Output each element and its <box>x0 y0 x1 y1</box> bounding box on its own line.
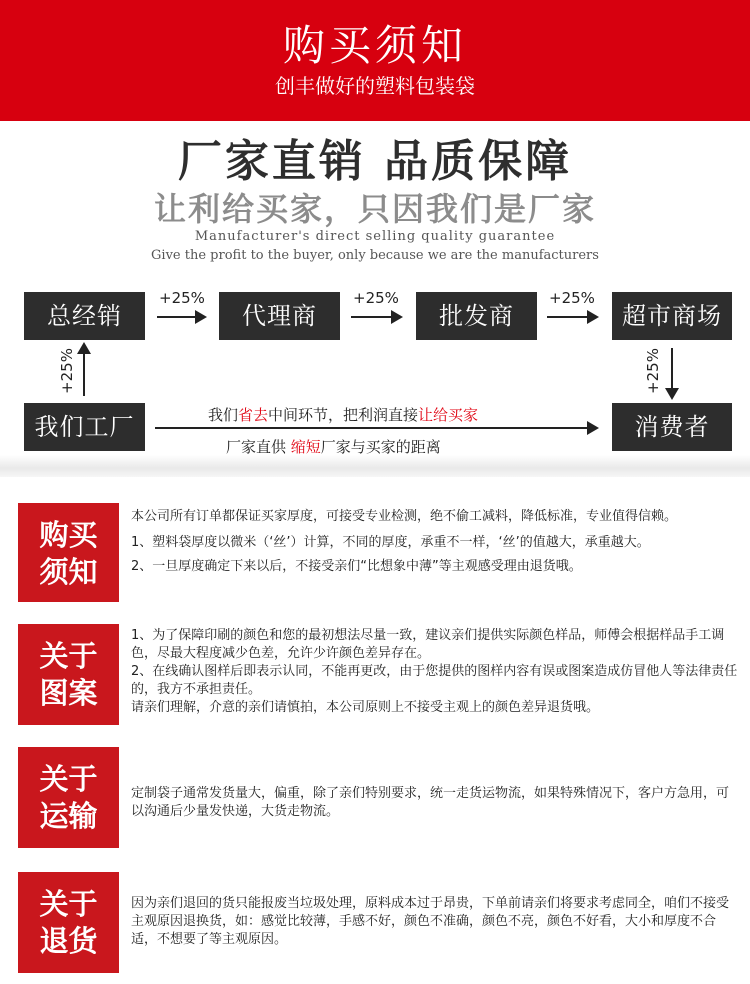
promo-headline: 厂家直销 品质保障 <box>177 136 573 187</box>
flow-arrow-up <box>83 352 85 396</box>
flow-markup-2: +25% <box>353 289 399 307</box>
direct-arrow <box>155 427 597 429</box>
section-line: 1、塑料袋厚度以微米（‘丝’）计算，不同的厚度，承重不一样，‘丝’的值越大，承重越大。 <box>131 535 650 550</box>
flow-node-distributor: 总经销 <box>24 292 145 340</box>
section-line: 2、一旦厚度确定下来以后，不接受亲们“比想象中薄”等主观感受理由退货哦。 <box>131 559 582 574</box>
flow-arrow-2 <box>351 316 401 318</box>
badge-bottom: 运输 <box>39 799 98 833</box>
badge-shipping <box>18 747 119 848</box>
direct-line-2 <box>226 436 441 457</box>
flow-markup-up: +25% <box>57 348 76 394</box>
flow-node-consumer: 消费者 <box>612 403 732 451</box>
promo-english-line2: Give the profit to the buyer, only because we are the manufacturers <box>151 248 599 263</box>
badge-top: 关于 <box>39 887 98 921</box>
badge-top: 购买 <box>39 518 98 552</box>
flow-arrow-down <box>671 348 673 390</box>
direct-line-2-b: 缩短 <box>290 438 321 456</box>
flow-markup-3: +25% <box>549 289 595 307</box>
header-banner <box>0 0 750 121</box>
section-line: 1、为了保障印刷的颜色和您的最初想法尽量一致，建议亲们提供实际颜色样品，师傅会根据样品手工调色，尽最大程度减少色差，允许少许颜色差异存在。 <box>131 628 725 661</box>
section-line: 2、在线确认图样后即表示认同，不能再更改，由于您提供的图样内容有误或图案造成仿冒他人等法律责任的，我方不承担责任。 <box>131 664 738 697</box>
promo-divider <box>0 455 750 477</box>
flow-node-agent: 代理商 <box>219 292 340 340</box>
badge-bottom: 退货 <box>39 924 98 958</box>
flow-node-supermarket: 超市商场 <box>612 292 732 340</box>
badge-pattern <box>18 624 119 725</box>
badge-bottom: 图案 <box>39 676 98 710</box>
section-line: 因为亲们退回的货只能报废当垃圾处理，原料成本过于昂贵，下单前请亲们将要求考虑同全，咱们不接受主观原因退换货，如：感觉比较薄，手感不好，颜色不准确，颜色不亮，颜色不好看，大小和厚度不合适，不想要了等主观原因。 <box>131 896 730 947</box>
promo-english-line1: Manufacturer's direct selling quality guarantee <box>194 229 556 244</box>
flow-node-factory: 我们工厂 <box>24 403 145 451</box>
badge-top: 关于 <box>39 762 98 796</box>
section-returns <box>131 895 739 949</box>
badge-returns <box>18 872 119 973</box>
section-line: 定制袋子通常发货量大，偏重，除了亲们特别要求，统一走货运物流，如果特殊情况下，客户方急用，可以沟通后少量发快递，大货走物流。 <box>131 786 730 819</box>
flow-markup-down: +25% <box>643 348 662 394</box>
section-line: 本公司所有订单都保证买家厚度，可接受专业检测，绝不偷工减料，降低标准，专业值得信赖。 <box>131 509 678 524</box>
section-pattern <box>131 627 739 717</box>
section-shipping <box>131 785 739 821</box>
promo-subheadline: 让利给买家，只因我们是厂家 <box>153 190 596 228</box>
direct-line-2-a: 厂家直供 <box>226 438 291 456</box>
section-purchase-notice <box>131 508 739 576</box>
badge-purchase-notice <box>18 503 119 602</box>
direct-line-1 <box>208 404 478 425</box>
page-title: 购买须知 <box>282 21 467 70</box>
badge-bottom: 须知 <box>39 555 98 589</box>
badge-top: 关于 <box>39 639 98 673</box>
flow-node-wholesaler: 批发商 <box>416 292 537 340</box>
direct-line-1-d: 让给买家 <box>418 406 479 424</box>
flow-arrow-1 <box>157 316 205 318</box>
flow-markup-1: +25% <box>159 289 205 307</box>
direct-line-2-c: 厂家与买家的距离 <box>320 438 441 456</box>
direct-line-1-a: 我们 <box>208 406 239 424</box>
page-subtitle: 创丰做好的塑料包装袋 <box>275 74 475 98</box>
direct-line-1-c: 中间环节，把利润直接 <box>268 406 419 424</box>
flow-arrow-3 <box>547 316 597 318</box>
section-line: 请亲们理解，介意的亲们请慎拍，本公司原则上不接受主观上的颜色差异退货哦。 <box>131 700 600 715</box>
direct-line-1-b: 省去 <box>238 406 269 424</box>
